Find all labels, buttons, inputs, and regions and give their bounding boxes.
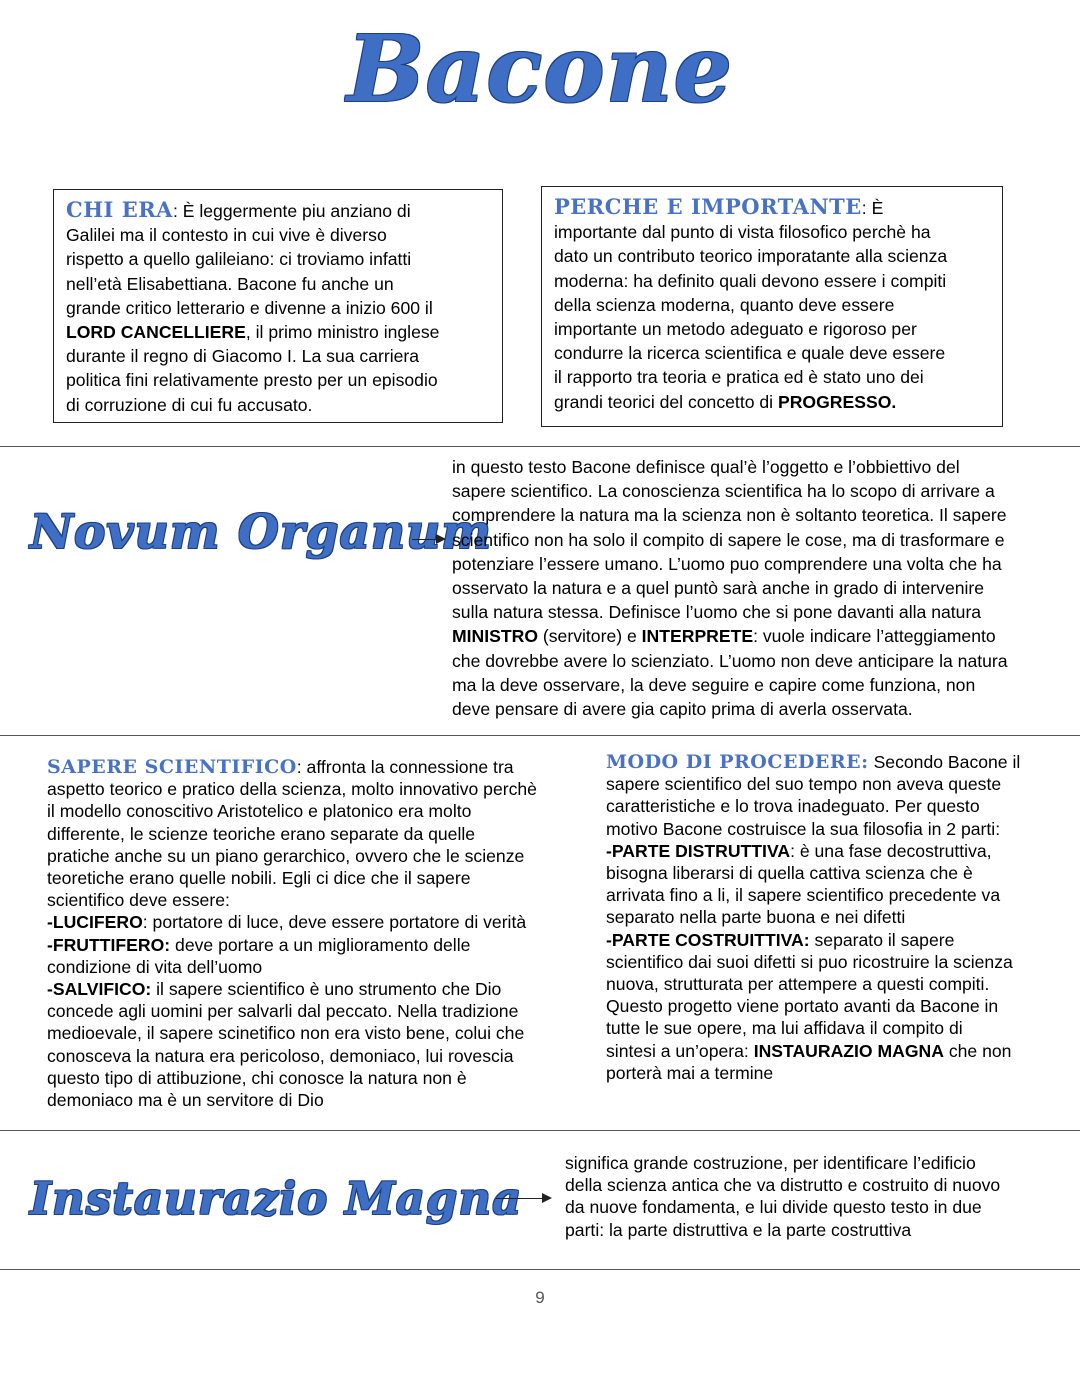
text-line: Galilei ma il contesto in cui vive è diverso	[66, 225, 387, 246]
text-line: che dovrebbe avere lo scienziato. L’uomo non deve anticipare la natura	[452, 650, 1008, 671]
text-line: , il primo ministro inglese	[245, 322, 440, 343]
text-line: : portatore di luce, deve essere portatore di verità	[142, 912, 527, 933]
bold-term: INTERPRETE	[641, 626, 754, 647]
text-line: rispetto a quello galileiano: ci troviamo infatti	[66, 249, 412, 270]
bold-term: -PARTE DISTRUTTIVA	[606, 840, 791, 861]
sapere-heading: SAPERE SCIENTIFICO	[47, 756, 297, 778]
text-line: grande critico letterario e divenne a inizio 600 il	[66, 297, 433, 318]
text-line: separato il sapere	[809, 929, 955, 950]
sapere-scientifico-section	[47, 756, 592, 1111]
text-line: sapere scientifico del suo tempo non aveva queste	[606, 774, 1002, 795]
text-line: deve pensare di avere gia capito prima di averla osservata.	[452, 699, 913, 720]
text-line: medioevale, il sapere scinetifico non era visto bene, colui che	[47, 1023, 525, 1044]
modo-heading: MODO DI PROCEDERE:	[606, 751, 869, 773]
text-line: aspetto teorico e pratico della scienza, molto innovativo perchè	[47, 779, 537, 800]
text-line: scientifico dai suoi difetti si puo ricostruire la scienza	[606, 951, 1013, 972]
text-line: : vuole indicare l’atteggiamento	[753, 626, 996, 647]
text-line: della scienza antica che va distrutto e costruito di nuovo	[565, 1175, 1001, 1196]
text-line: sulla natura stessa. Definisce l’uomo che si pone davanti alla natura	[452, 602, 982, 623]
text-line: bisogna liberarsi di quella cattiva scienza che è	[606, 863, 973, 884]
text-line: in questo testo Bacone definisce qual’è l’oggetto e l’obbiettivo del	[452, 457, 960, 477]
text-line: osservato la natura e a quel puntò sarà anche in grado di intervenire	[452, 578, 985, 599]
text-line: sintesi a un’opera:	[606, 1040, 754, 1061]
text-line: motivo Bacone costruisce la sua filosofia in 2 parti:	[606, 818, 1001, 839]
text-line: È	[871, 198, 884, 218]
bold-term: INSTAURAZIO MAGNA	[753, 1040, 944, 1061]
text-line: dato un contributo teorico imporatante alla scienza	[554, 246, 948, 267]
divider	[0, 1269, 1080, 1270]
perche-heading: PERCHE E IMPORTANTE	[554, 194, 862, 219]
text-line: scientifico non ha solo il compito di sapere le cose, ma di trasformare e	[452, 529, 1005, 550]
text-line: : affronta la connessione tra	[296, 757, 514, 777]
page-number: 9	[535, 1288, 545, 1307]
text-line: il modello conoscitivo Aristotelico e platonico era molto	[47, 801, 472, 822]
text-line: nell’età Elisabettiana. Bacone fu anche un	[66, 273, 394, 294]
text-line: ma la deve osservare, la deve seguire e capire come funziona, non	[452, 674, 976, 695]
text-line: nuova, strutturata per attempere a questi compiti.	[606, 974, 990, 995]
text-line: : è una fase decostruttiva,	[790, 840, 992, 861]
chi-era-heading: CHI ERA	[66, 197, 173, 222]
text-line: durante il regno di Giacomo I. La sua carriera	[66, 346, 420, 367]
divider	[0, 735, 1080, 736]
text-line: scientifico deve essere:	[47, 890, 230, 911]
text-line: porterà mai a termine	[606, 1062, 774, 1083]
perche-box: PERCHE E IMPORTANTE: È importante dal punto di vista filosofico perchè ha dato un contributo teorico imporatante alla scienza moderna: ha definito quali devono essere i compiti della scienza moderna, quanto deve essere importante un metodo adeguato e rigoroso per condurre la ricerca scientifica e quale deve essere il rapporto tra teoria e pratica ed è stato uno dei grandi teorici del concetto di PROGRESSO.	[541, 186, 1003, 427]
bold-term: MINISTRO	[452, 626, 539, 647]
text-line: significa grande costruzione, per identificare l’edificio	[565, 1153, 976, 1173]
text-line: questo tipo di attibuzione, chi conosce la natura non è	[47, 1067, 467, 1088]
bold-term: -SALVIFICO:	[47, 979, 152, 1000]
text-line: È leggermente piu anziano di	[182, 201, 411, 221]
text-line: Secondo Bacone il	[868, 752, 1021, 772]
page-title: Bacone	[346, 15, 734, 123]
novum-organum-text	[452, 455, 1072, 721]
text-line: condurre la ricerca scientifica e quale deve essere	[554, 343, 946, 364]
text-line: comprendere la natura ma la scienza non è soltanto teoretica. Il sapere	[452, 505, 1007, 526]
arrow-icon	[412, 534, 446, 544]
text-line: sapere scientifico. La conoscienza scientifica ha lo scopo di arrivare a	[452, 481, 995, 502]
text-line: differente, le scienze teoriche erano separate da quelle	[47, 823, 476, 844]
instaurazio-magna-text	[565, 1152, 1065, 1241]
novum-organum-title: Novum Organum	[30, 505, 492, 560]
text-line: pratiche anche su un piano gerarchico, ovvero che le scienze	[47, 845, 525, 866]
text-line: grandi teorici del concetto di	[554, 391, 774, 412]
text-line: politica fini relativamente presto per un episodio	[66, 370, 438, 391]
bold-term: -FRUTTIFERO:	[47, 934, 171, 955]
text-line: che non	[943, 1040, 1012, 1061]
text-line: parti: la parte distruttiva e la parte costruttiva	[565, 1219, 912, 1240]
text-line: importante dal punto di vista filosofico perchè ha	[554, 222, 931, 243]
text-line: da nuove fondamenta, e lui divide questo testo in due	[565, 1197, 982, 1218]
text-line: deve portare a un miglioramento delle	[170, 934, 471, 955]
text-line: conosceva la natura era pericoloso, demoniaco, lui rovescia	[47, 1045, 514, 1066]
text-line: demoniaco ma è un servitore di Dio	[47, 1090, 324, 1111]
text-line: condizione di vita dell’uomo	[47, 956, 263, 977]
text-line: caratteristiche e lo trova inadeguato. Per questo	[606, 796, 980, 817]
divider	[0, 1130, 1080, 1131]
chi-era-box: CHI ERA: È leggermente piu anziano di Galilei ma il contesto in cui vive è diverso rispetto a quello galileiano: ci troviamo infatti nell’età Elisabettiana. Bacone fu anche un grande critico letterario e divenne a inizio 600 il LORD CANCELLIERE, il primo ministro inglese durante il regno di Giacomo I. La sua carriera politica fini relativamente presto per un episodio di corruzione di cui fu accusato.	[53, 189, 503, 423]
instaurazio-magna-title: Instaurazio Magna	[30, 1172, 523, 1225]
arrow-icon	[496, 1193, 552, 1203]
text-line: di corruzione di cui fu accusato.	[66, 394, 313, 415]
text-line: (servitore) e	[538, 626, 642, 647]
text-line: arrivata fino a li, il sapere scientifico precedente va	[606, 885, 1001, 906]
text-line: teoretiche erano quelle nobili. Egli ci dice che il sapere	[47, 868, 471, 889]
text-line: separato nella parte buona e nei difetti	[606, 907, 906, 928]
text-line: importante un metodo adeguato e rigoroso per	[554, 319, 917, 340]
text-line: moderna: ha definito quali devono essere i compiti	[554, 270, 947, 291]
modo-di-procedere-section	[606, 751, 1071, 1084]
bold-term: -LUCIFERO	[47, 912, 143, 933]
bold-term: -PARTE COSTRUITTIVA:	[606, 929, 810, 950]
text-line: Questo progetto viene portato avanti da Bacone in	[606, 996, 999, 1017]
text-line: il sapere scientifico è uno strumento che Dio	[151, 979, 502, 1000]
text-line: tutte le sue opere, ma lui affidava il compito di	[606, 1018, 963, 1039]
text-line: della scienza moderna, quanto deve essere	[554, 294, 895, 315]
text-line: il rapporto tra teoria e pratica ed è stato uno dei	[554, 367, 924, 388]
bold-term: LORD CANCELLIERE	[66, 322, 246, 343]
text-line: concede agli uomini per salvarli dal peccato. Nella tradizione	[47, 1001, 519, 1022]
text-line: potenziare l’essere umano. L’uomo puo comprendere una volta che ha	[452, 553, 1002, 574]
bold-term: PROGRESSO.	[777, 391, 897, 412]
divider	[0, 446, 1080, 447]
